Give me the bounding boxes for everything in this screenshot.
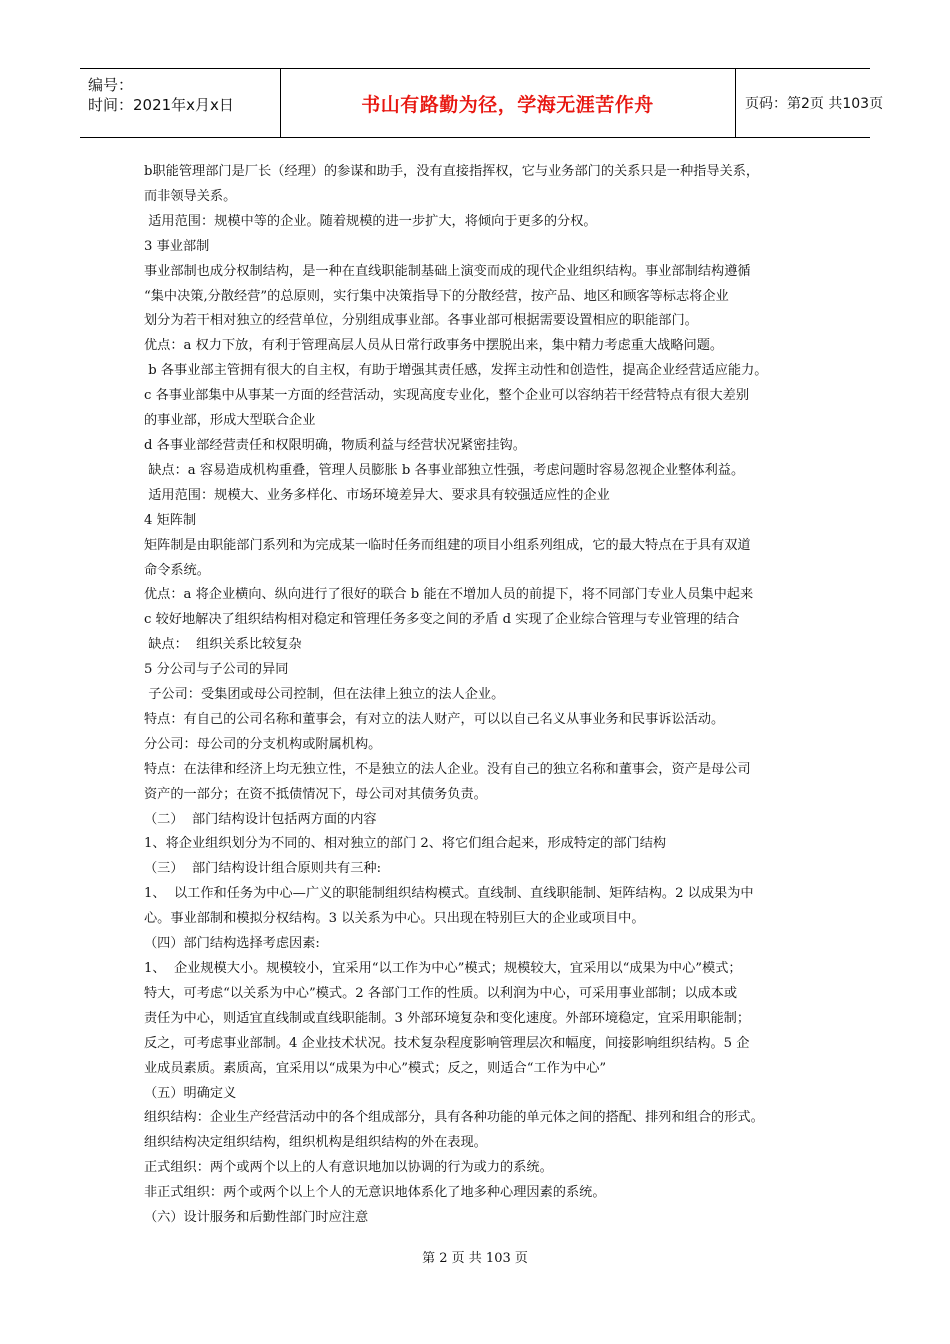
section-heading: （二） 部门结构设计包括两方面的内容 (144, 811, 377, 827)
body-line: 资产的一部分；在资不抵债情况下，母公司对其债务负责。 (144, 786, 487, 802)
section-heading: （五）明确定义 (144, 1085, 237, 1101)
body-line: 缺点： 组织关系比较复杂 (144, 637, 302, 653)
body-line: “集中决策,分散经营”的总原则，实行集中决策指导下的分散经营，按产品、地区和顾客等标志将企业 (144, 288, 729, 304)
document-time-label: 时间：2021年x月x日 (88, 96, 234, 114)
section-heading: （三） 部门结构设计组合原则共有三种: (144, 861, 382, 877)
header-middle-cell (280, 69, 736, 137)
body-line: 组织结构决定组织结构，组织机构是组织结构的外在表现。 (144, 1135, 487, 1151)
body-line: 1、 以工作和任务为中心—广义的职能制组织结构模式。直线制、直线职能制、矩阵结构。2 以成果为中 (144, 886, 754, 902)
body-line: 矩阵制是由职能部门系列和为完成某一临时任务而组建的项目小组系列组成，它的最大特点在于具有双道 (144, 537, 751, 553)
section-heading: （六）设计服务和后勤性部门时应注意 (144, 1210, 369, 1226)
body-line: 特点：在法律和经济上均无独立性，不是独立的法人企业。没有自己的独立名称和董事会，资产是母公司 (144, 761, 751, 777)
body-line: 反之，可考虑事业部制。4 企业技术状况。技术复杂程度影响管理层次和幅度，间接影响组织结构。5 企 (144, 1035, 750, 1051)
header-right-cell (735, 69, 884, 137)
body-line: c 较好地解决了组织结构相对稳定和管理任务多变之间的矛盾 d 实现了企业综合管理与专业管理的结合 (144, 612, 740, 628)
section-heading: 4 矩阵制 (144, 512, 197, 528)
body-line: 心。事业部制和模拟分权结构。3 以关系为中心。只出现在特别巨大的企业或项目中。 (144, 911, 645, 927)
body-line: d 各事业部经营责任和权限明确，物质利益与经营状况紧密挂钩。 (144, 437, 526, 453)
body-line: 划分为若干相对独立的经营单位，分别组成事业部。各事业部可根据需要设置相应的职能部门。 (144, 313, 698, 329)
body-line: 组织结构：企业生产经营活动中的各个组成部分，具有各种功能的单元体之间的搭配、排列和组合的形式。 (144, 1110, 764, 1126)
header-page-info: 页码：第2页 共103页 (745, 96, 884, 112)
body-line: c 各事业部集中从事某一方面的经营活动，实现高度专业化，整个企业可以容纳若干经营特点有很大差别 (144, 388, 750, 404)
body-line: b职能管理部门是厂长（经理）的参谋和助手，没有直接指挥权，它与业务部门的关系只是一种指导关系， (144, 164, 760, 179)
section-heading: 3 事业部制 (144, 238, 210, 254)
section-heading: （四）部门结构选择考虑因素: (144, 936, 320, 952)
body-line: 适用范围：规模大、业务多样化、市场环境差异大、要求具有较强适应性的企业 (144, 487, 610, 503)
page-footer: 第 2 页 共 103 页 (422, 1251, 528, 1266)
body-line: 1、 企业规模大小。规模较小，宜采用“以工作为中心”模式；规模较大，宜采用以“成果为中心”模式； (144, 961, 742, 976)
body-line: 特大，可考虑“以关系为中心”模式。2 各部门工作的性质。以利润为中心，可采用事业部制；以成本或 (144, 985, 738, 1001)
body-line: b 各事业部主管拥有很大的自主权，有助于增强其责任感，发挥主动性和创造性，提高企业经营适应能力。 (144, 363, 768, 379)
page-header (80, 68, 884, 138)
header-motto: 书山有路勤为径，学海无涯苦作舟 (361, 93, 654, 116)
body-line: 命令系统。 (144, 562, 210, 578)
body-line: 的事业部，形成大型联合企业 (144, 413, 316, 429)
section-heading: 5 分公司与子公司的异同 (144, 662, 289, 678)
body-line: 分公司：母公司的分支机构或附属机构。 (144, 736, 382, 752)
body-line: 而非领导关系。 (144, 188, 237, 204)
body-line: 子公司：受集团或母公司控制，但在法律上独立的法人企业。 (144, 687, 505, 703)
body-line: 1、将企业组织划分为不同的、相对独立的部门 2、将它们组合起来，形成特定的部门结构 (144, 836, 667, 852)
body-line: 缺点：a 容易造成机构重叠，管理人员膨胀 b 各事业部独立性强，考虑问题时容易忽视企业整体利益。 (144, 462, 745, 478)
body-line: 责任为中心，则适宜直线制或直线职能制。3 外部环境复杂和变化速度。外部环境稳定，宜采用职能制； (144, 1010, 751, 1026)
body-line: 适用范围：规模中等的企业。随着规模的进一步扩大，将倾向于更多的分权。 (144, 213, 597, 229)
body-line: 非正式组织：两个或两个以上个人的无意识地体系化了地多种心理因素的系统。 (144, 1185, 606, 1201)
body-line: 业成员素质。素质高，宜采用以“成果为中心”模式；反之，则适合“工作为中心” (144, 1060, 607, 1076)
document-body (144, 160, 814, 1231)
body-line: 优点：a 权力下放，有利于管理高层人员从日常行政事务中摆脱出来，集中精力考虑重大战略问题。 (144, 338, 724, 354)
header-left-cell (80, 69, 281, 137)
body-line: 特点：有自己的公司名称和董事会，有对立的法人财产，可以以自己名义从事业务和民事诉讼活动。 (144, 711, 725, 727)
document-number-label: 编号： (88, 76, 134, 94)
body-line: 优点：a 将企业横向、纵向进行了很好的联合 b 能在不增加人员的前提下，将不同部门专业人员集中起来 (144, 587, 754, 603)
body-line: 事业部制也成分权制结构，是一种在直线职能制基础上演变而成的现代企业组织结构。事业部制结构遵循 (144, 263, 751, 279)
body-line: 正式组织：两个或两个以上的人有意识地加以协调的行为或力的系统。 (144, 1160, 553, 1176)
